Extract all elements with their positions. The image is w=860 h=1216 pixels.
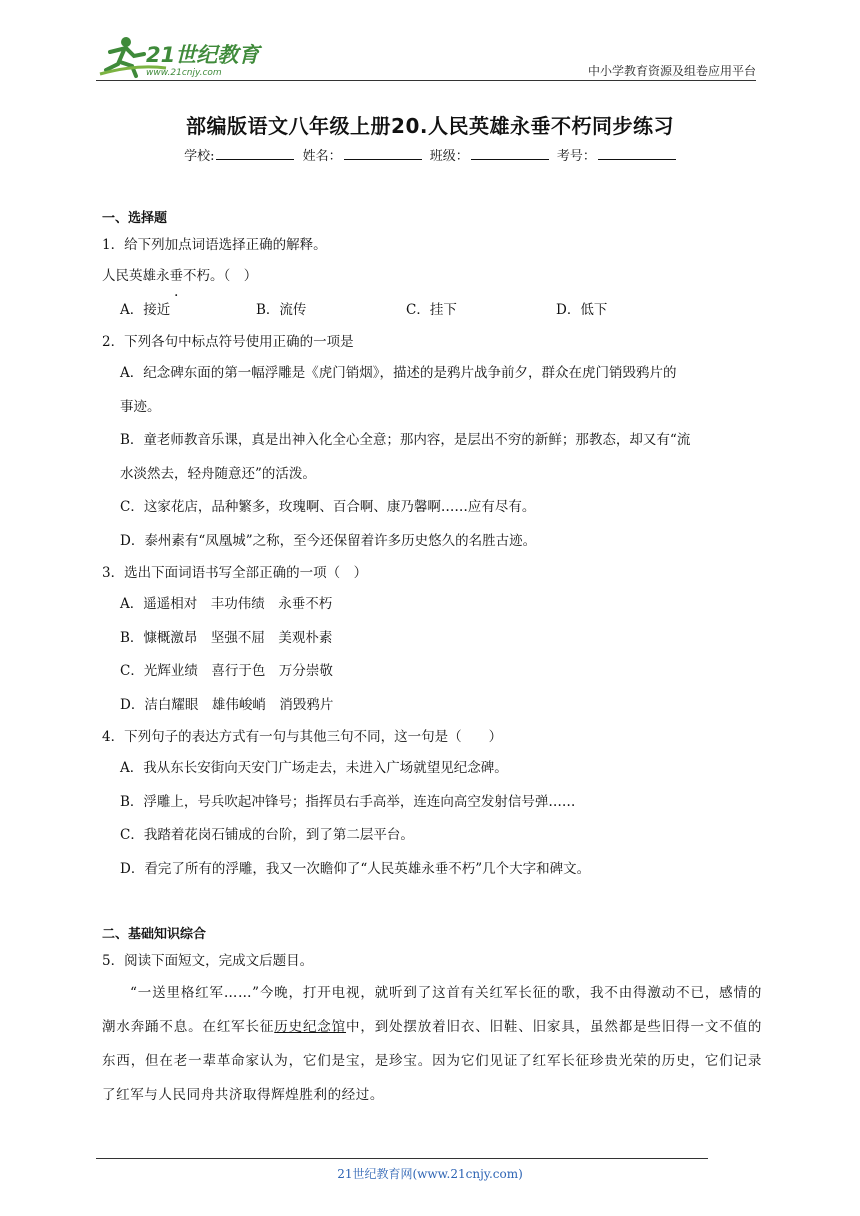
runner-logo-icon <box>96 34 266 80</box>
question-stem: 4．下列句子的表达方式有一句与其他三句不同，这一句是（ ） <box>102 729 503 745</box>
option-d[interactable]: D．洁白耀眼 雄伟峻峭 消毁鸦片 <box>120 696 334 713</box>
option-d[interactable]: D．低下 <box>556 301 608 318</box>
school-field[interactable]: 学校: <box>184 145 294 164</box>
document-body <box>102 208 762 1112</box>
option-d[interactable]: D．看完了所有的浮雕，我又一次瞻仰了“人民英雄永垂不朽”几个大字和碑文。 <box>120 860 591 877</box>
logo-text: 21世纪教育 <box>146 43 260 67</box>
option-b-continued: 水淡然去，轻舟随意还”的活泼。 <box>120 465 316 482</box>
option-b[interactable]: B．浮雕上，号兵吹起冲锋号；指挥员右手高举，连连向高空发射信号弹…… <box>120 793 576 810</box>
info-fields <box>0 145 860 164</box>
option-c[interactable]: C．这家花店，品种繁多，玫瑰啊、百合啊、康乃馨啊……应有尽有。 <box>120 499 536 515</box>
reading-passage: “一送里格红军……”今晚，打开电视，就听到了这首有关红军长征的歌，我不由得激动不已，感情的潮水奔踊不息。在红军长征历史纪念馆中，到处摆放着旧衣、旧鞋、旧家具，虽然都是些旧得一文不值的东西，但在老一辈革命家认为，它们是宝，是珍宝。因为它们见证了红军长征珍贵光荣的历史，它们记录了红军与人民同舟共济取得辉煌胜利的经过。 <box>102 985 763 1103</box>
question-stem: 1．给下列加点词语选择正确的解释。 <box>102 237 327 253</box>
document-title: 部编版语文八年级上册20.人民英雄永垂不朽同步练习 <box>186 114 674 138</box>
class-field[interactable]: 班级： <box>430 145 549 164</box>
name-field[interactable]: 姓名： <box>303 145 422 164</box>
platform-label: 中小学教育资源及组卷应用平台 <box>587 64 756 78</box>
footer-link[interactable]: 21世纪教育网(www.21cnjy.com) <box>337 1167 523 1181</box>
option-a[interactable]: A．我从东长安街向天安门广场走去，未进入广场就望见纪念碑。 <box>120 760 508 776</box>
logo <box>96 34 266 80</box>
option-b[interactable]: B．童老师教音乐课，真是出神入化全心全意；那内容，是层出不穷的新鲜；那教态，却又有“流 <box>120 432 691 448</box>
logo-url: www.21cnjy.com <box>146 68 222 78</box>
section-heading: 二、基础知识综合 <box>102 927 207 942</box>
option-a[interactable]: A．遥遥相对 丰功伟绩 永垂不朽 <box>120 596 333 612</box>
dotted-char: 垂 <box>169 268 183 284</box>
option-c[interactable]: C．我踏着花岗石铺成的台阶，到了第二层平台。 <box>120 827 414 843</box>
option-b[interactable]: B．慷概激昂 坚强不屈 美观朴素 <box>120 629 333 646</box>
question-stem: 2．下列各句中标点符号使用正确的一项是 <box>102 334 354 350</box>
question-stem: 3．选出下面词语书写全部正确的一项（ ） <box>102 565 368 581</box>
option-c[interactable]: C．挂下 <box>406 301 457 318</box>
option-b[interactable]: B．流传 <box>256 301 307 318</box>
footer-divider <box>96 1158 708 1159</box>
question-sentence: 人民英雄永垂不朽。（ ） <box>102 268 258 284</box>
option-d[interactable]: D．泰州素有“凤凰城”之称，至今还保留着许多历史悠久的名胜古迹。 <box>120 532 537 549</box>
option-row <box>102 294 762 328</box>
underlined-phrase: 历史纪念馆 <box>274 1019 347 1035</box>
section-heading: 一、选择题 <box>102 211 168 226</box>
option-a[interactable]: A．纪念碑东面的第一幅浮雕是《虎门销烟》，描述的是鸦片战争前夕，群众在虎门销毁鸦片的 <box>120 365 677 381</box>
option-a-continued: 事迹。 <box>120 398 161 415</box>
exam-number-field[interactable]: 考号： <box>557 145 676 164</box>
option-a[interactable]: A．接近 <box>120 301 171 318</box>
header-divider <box>96 80 756 81</box>
question-stem: 5．阅读下面短文，完成文后题目。 <box>102 953 314 969</box>
option-c[interactable]: C．光辉业绩 喜行于色 万分崇敬 <box>120 663 333 679</box>
